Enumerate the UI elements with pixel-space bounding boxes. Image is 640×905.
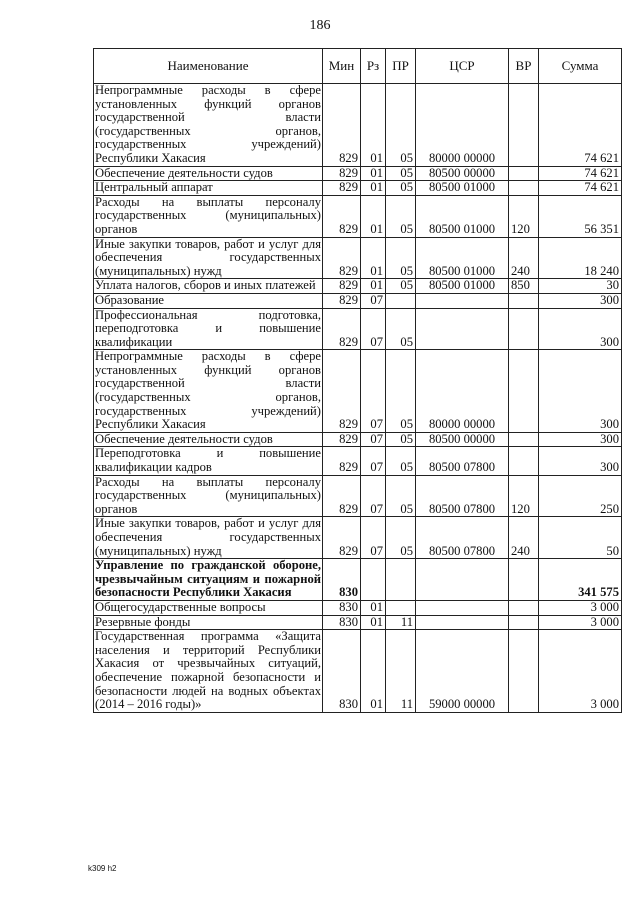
cell-vr bbox=[509, 630, 539, 713]
cell-name: Профессиональная подготовка, переподготовка и повышение квалификации bbox=[95, 307, 321, 349]
cell-csr: 80500 01000 bbox=[416, 195, 509, 237]
cell-name: Иные закупки товаров, работ и услуг для обеспечения государственных (муниципальных) нужд bbox=[95, 236, 321, 278]
cell-rz: 01 bbox=[361, 166, 386, 181]
cell-name: Непрограммные расходы в сфере установленных функций органов государственной власти (государственных органов, государственных учреждений) Республики Хакасия bbox=[95, 83, 321, 165]
cell-rz: 01 bbox=[361, 237, 386, 279]
cell-name: Расходы на выплаты персоналу государственных (муниципальных) органов bbox=[95, 194, 321, 236]
cell-sum: 341 575 bbox=[539, 559, 622, 601]
cell-vr: 120 bbox=[509, 195, 539, 237]
cell-rz: 07 bbox=[361, 517, 386, 559]
table-row bbox=[94, 195, 622, 237]
cell-vr bbox=[509, 559, 539, 601]
cell-vr bbox=[509, 615, 539, 630]
cell-pr: 05 bbox=[386, 350, 416, 433]
cell-sum: 56 351 bbox=[539, 195, 622, 237]
table-row bbox=[94, 447, 622, 475]
cell-min: 829 bbox=[323, 308, 361, 350]
footer-code: k309 h2 bbox=[88, 864, 117, 873]
cell-rz: 01 bbox=[361, 630, 386, 713]
cell-vr bbox=[509, 84, 539, 167]
header-rz: Рз bbox=[361, 49, 386, 84]
cell-min: 829 bbox=[323, 181, 361, 196]
cell-sum: 300 bbox=[539, 447, 622, 475]
cell-sum: 300 bbox=[539, 293, 622, 308]
header-pr: ПР bbox=[386, 49, 416, 84]
header-row bbox=[94, 49, 622, 84]
cell-min: 830 bbox=[323, 600, 361, 615]
table-row bbox=[94, 559, 622, 601]
cell-csr bbox=[416, 308, 509, 350]
cell-sum: 300 bbox=[539, 432, 622, 447]
cell-rz bbox=[361, 559, 386, 601]
table-row bbox=[94, 84, 622, 167]
cell-sum: 74 621 bbox=[539, 84, 622, 167]
cell-pr: 05 bbox=[386, 181, 416, 196]
cell-vr bbox=[509, 447, 539, 475]
cell-min: 829 bbox=[323, 517, 361, 559]
cell-vr: 120 bbox=[509, 475, 539, 517]
cell-vr: 240 bbox=[509, 237, 539, 279]
cell-csr: 80000 00000 bbox=[416, 84, 509, 167]
cell-min: 829 bbox=[323, 350, 361, 433]
cell-min: 829 bbox=[323, 293, 361, 308]
cell-sum: 3 000 bbox=[539, 600, 622, 615]
cell-csr: 80500 01000 bbox=[416, 181, 509, 196]
cell-rz: 01 bbox=[361, 615, 386, 630]
cell-min: 829 bbox=[323, 475, 361, 517]
cell-sum: 250 bbox=[539, 475, 622, 517]
cell-pr: 05 bbox=[386, 84, 416, 167]
cell-rz: 07 bbox=[361, 308, 386, 350]
table-row bbox=[94, 475, 622, 517]
cell-csr bbox=[416, 615, 509, 630]
cell-name: Уплата налогов, сборов и иных платежей bbox=[94, 279, 323, 294]
cell-name: Иные закупки товаров, работ и услуг для обеспечения государственных (муниципальных) нужд bbox=[95, 516, 321, 558]
cell-pr: 05 bbox=[386, 517, 416, 559]
cell-pr: 05 bbox=[386, 475, 416, 517]
cell-pr bbox=[386, 293, 416, 308]
cell-name: Государственная программа «Защита населения и территорий Республики Хакасия от чрезвычайных ситуаций, обеспечение пожарной безопасности и безопасности людей на водных объектах (2014 – 2016 годы)» bbox=[95, 629, 321, 712]
cell-pr: 05 bbox=[386, 195, 416, 237]
table-body bbox=[94, 84, 622, 713]
cell-csr: 80500 07800 bbox=[416, 475, 509, 517]
cell-pr: 05 bbox=[386, 308, 416, 350]
cell-rz: 07 bbox=[361, 475, 386, 517]
cell-vr bbox=[509, 432, 539, 447]
cell-sum: 18 240 bbox=[539, 237, 622, 279]
cell-sum: 300 bbox=[539, 308, 622, 350]
header-min: Мин bbox=[323, 49, 361, 84]
cell-rz: 01 bbox=[361, 84, 386, 167]
cell-rz: 01 bbox=[361, 279, 386, 294]
cell-pr bbox=[386, 559, 416, 601]
cell-rz: 01 bbox=[361, 195, 386, 237]
cell-csr bbox=[416, 559, 509, 601]
table-row bbox=[94, 279, 622, 294]
cell-csr: 80000 00000 bbox=[416, 350, 509, 433]
cell-pr: 11 bbox=[386, 615, 416, 630]
cell-name: Расходы на выплаты персоналу государственных (муниципальных) органов bbox=[95, 474, 321, 516]
cell-csr: 80500 00000 bbox=[416, 432, 509, 447]
cell-pr bbox=[386, 600, 416, 615]
cell-pr: 11 bbox=[386, 630, 416, 713]
cell-csr bbox=[416, 293, 509, 308]
cell-rz: 07 bbox=[361, 293, 386, 308]
cell-pr: 05 bbox=[386, 432, 416, 447]
cell-min: 829 bbox=[323, 237, 361, 279]
table-row bbox=[94, 630, 622, 713]
cell-name: Общегосударственные вопросы bbox=[94, 600, 323, 615]
cell-csr bbox=[416, 600, 509, 615]
cell-csr: 80500 01000 bbox=[416, 279, 509, 294]
cell-sum: 30 bbox=[539, 279, 622, 294]
table-row bbox=[94, 293, 622, 308]
cell-vr bbox=[509, 181, 539, 196]
cell-name: Обеспечение деятельности судов bbox=[94, 166, 323, 181]
cell-name: Управление по гражданской обороне, чрезвычайным ситуациям и пожарной безопасности Республики Хакасия bbox=[95, 558, 321, 600]
cell-pr: 05 bbox=[386, 279, 416, 294]
cell-rz: 07 bbox=[361, 432, 386, 447]
budget-table bbox=[93, 48, 622, 713]
cell-csr: 80500 01000 bbox=[416, 237, 509, 279]
cell-pr: 05 bbox=[386, 447, 416, 475]
header-vr: ВР bbox=[509, 49, 539, 84]
cell-rz: 07 bbox=[361, 447, 386, 475]
cell-min: 829 bbox=[323, 432, 361, 447]
cell-vr bbox=[509, 308, 539, 350]
cell-vr bbox=[509, 600, 539, 615]
cell-min: 830 bbox=[323, 615, 361, 630]
cell-vr: 850 bbox=[509, 279, 539, 294]
cell-csr: 80500 07800 bbox=[416, 517, 509, 559]
cell-pr: 05 bbox=[386, 237, 416, 279]
cell-min: 829 bbox=[323, 195, 361, 237]
table-row bbox=[94, 308, 622, 350]
table-row bbox=[94, 615, 622, 630]
cell-min: 829 bbox=[323, 279, 361, 294]
header-sum: Сумма bbox=[539, 49, 622, 84]
cell-name: Центральный аппарат bbox=[94, 181, 323, 196]
table-row bbox=[94, 600, 622, 615]
header-name: Наименование bbox=[94, 49, 323, 84]
cell-name: Резервные фонды bbox=[94, 615, 323, 630]
cell-sum: 50 bbox=[539, 517, 622, 559]
page-number: 186 bbox=[309, 18, 331, 33]
cell-pr: 05 bbox=[386, 166, 416, 181]
cell-rz: 07 bbox=[361, 350, 386, 433]
cell-vr bbox=[509, 350, 539, 433]
cell-csr: 80500 00000 bbox=[416, 166, 509, 181]
cell-csr: 80500 07800 bbox=[416, 447, 509, 475]
table-row bbox=[94, 432, 622, 447]
cell-name: Переподготовка и повышение квалификации кадров bbox=[95, 446, 321, 475]
cell-min: 830 bbox=[323, 559, 361, 601]
cell-rz: 01 bbox=[361, 600, 386, 615]
cell-min: 830 bbox=[323, 630, 361, 713]
cell-sum: 3 000 bbox=[539, 630, 622, 713]
table-row bbox=[94, 350, 622, 433]
cell-vr bbox=[509, 166, 539, 181]
cell-vr: 240 bbox=[509, 517, 539, 559]
table-row bbox=[94, 237, 622, 279]
cell-rz: 01 bbox=[361, 181, 386, 196]
cell-min: 829 bbox=[323, 166, 361, 181]
cell-csr: 59000 00000 bbox=[416, 630, 509, 713]
cell-sum: 3 000 bbox=[539, 615, 622, 630]
cell-min: 829 bbox=[323, 447, 361, 475]
cell-min: 829 bbox=[323, 84, 361, 167]
cell-name: Образование bbox=[94, 293, 323, 308]
cell-sum: 74 621 bbox=[539, 181, 622, 196]
table-row bbox=[94, 517, 622, 559]
table-row bbox=[94, 181, 622, 196]
cell-sum: 74 621 bbox=[539, 166, 622, 181]
cell-name: Непрограммные расходы в сфере установленных функций органов государственной власти (государственных органов, государственных учреждений) Республики Хакасия bbox=[95, 349, 321, 432]
cell-name: Обеспечение деятельности судов bbox=[94, 432, 323, 447]
cell-sum: 300 bbox=[539, 350, 622, 433]
table-row bbox=[94, 166, 622, 181]
header-csr: ЦСР bbox=[416, 49, 509, 84]
cell-vr bbox=[509, 293, 539, 308]
